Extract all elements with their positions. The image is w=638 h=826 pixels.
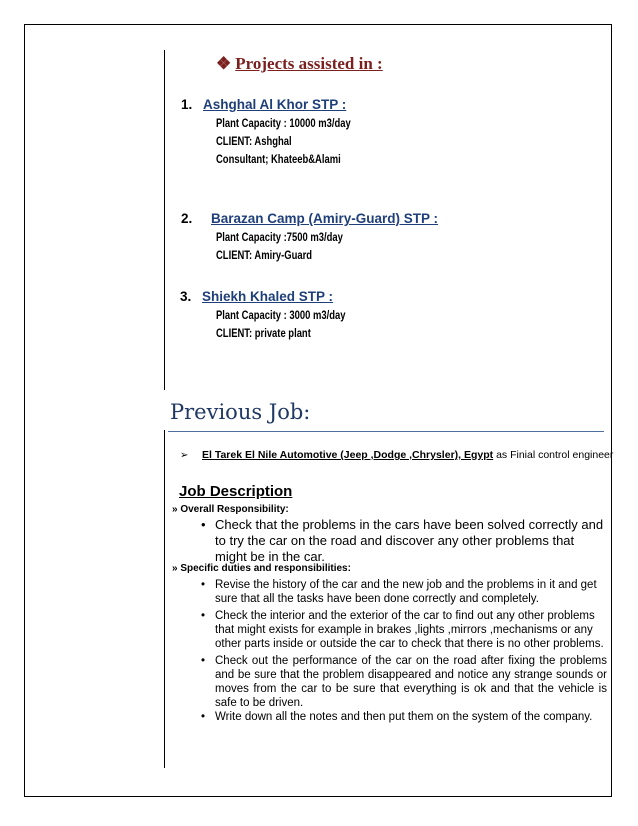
project-detail: Consultant; Khateeb&Alami bbox=[216, 154, 341, 166]
list-item-text: Write down all the notes and then put them on the system of the company. bbox=[215, 711, 593, 723]
job-description-heading: Job Description bbox=[179, 483, 293, 500]
project-title bbox=[180, 289, 333, 304]
diamond-bullet-icon: ❖ bbox=[216, 54, 232, 73]
list-item-text: Check that the problems in the cars have been solved correctly and to try the car on the road and discover any other problems that might be in the car. bbox=[215, 517, 604, 564]
list-item-text: Revise the history of the car and the new job and the problems in it and get sure that all the tasks have been done correctly and completely. bbox=[215, 579, 597, 605]
project-detail: CLIENT: private plant bbox=[216, 328, 311, 340]
overall-responsibility-label: » Overall Responsibility: bbox=[172, 504, 289, 515]
bullet-icon: • bbox=[201, 610, 206, 622]
list-item-text: Check the interior and the exterior of the car to find out any other problems that might exists for example in brakes ,lights ,mirrors ,mechanisms or any other parts inside or outside the car to check that there is no other problems. bbox=[215, 610, 604, 650]
project-detail: Plant Capacity : 3000 m3/day bbox=[216, 310, 346, 322]
project-number: 1. bbox=[181, 97, 193, 112]
previous-job-heading: Previous Job: bbox=[170, 400, 311, 424]
project-detail: Plant Capacity :7500 m3/day bbox=[216, 232, 343, 244]
projects-heading bbox=[216, 54, 383, 74]
project-number: 2. bbox=[181, 211, 193, 226]
left-margin-rule bbox=[164, 50, 165, 390]
bullet-icon: • bbox=[201, 711, 206, 723]
project-detail: Plant Capacity : 10000 m3/day bbox=[216, 118, 351, 130]
project-title bbox=[181, 97, 346, 112]
project-detail: CLIENT: Amiry-Guard bbox=[216, 250, 313, 262]
project-number: 3. bbox=[180, 289, 192, 304]
projects-heading-text: Projects assisted in : bbox=[235, 54, 383, 73]
arrow-bullet-icon: ➢ bbox=[180, 450, 189, 461]
project-name: Shiekh Khaled STP : bbox=[202, 289, 334, 304]
project-name: Barazan Camp (Amiry-Guard) STP : bbox=[211, 211, 439, 226]
bullet-icon: • bbox=[201, 655, 206, 667]
left-margin-rule bbox=[164, 430, 165, 768]
heading-divider bbox=[168, 431, 604, 432]
company-name: El Tarek El Nile Automotive (Jeep ,Dodge ,Chrysler), Egypt bbox=[202, 449, 494, 461]
specific-duties-label: » Specific duties and responsibilities: bbox=[172, 563, 351, 574]
job-role: as Finial control engineer bbox=[493, 449, 614, 461]
project-detail: CLIENT: Ashghal bbox=[216, 136, 292, 148]
bullet-icon: • bbox=[201, 517, 206, 532]
list-item-text: Check out the performance of the car on the road after fixing the problems and be sure that the problem disappeared and notice any strange sounds or moves from the car to be sure that everything is ok and that the vehicle is safe to be driven. bbox=[215, 655, 607, 709]
project-title bbox=[181, 211, 438, 226]
bullet-icon: • bbox=[201, 579, 206, 591]
project-name: Ashghal Al Khor STP : bbox=[203, 97, 347, 112]
previous-job-entry bbox=[180, 449, 613, 461]
